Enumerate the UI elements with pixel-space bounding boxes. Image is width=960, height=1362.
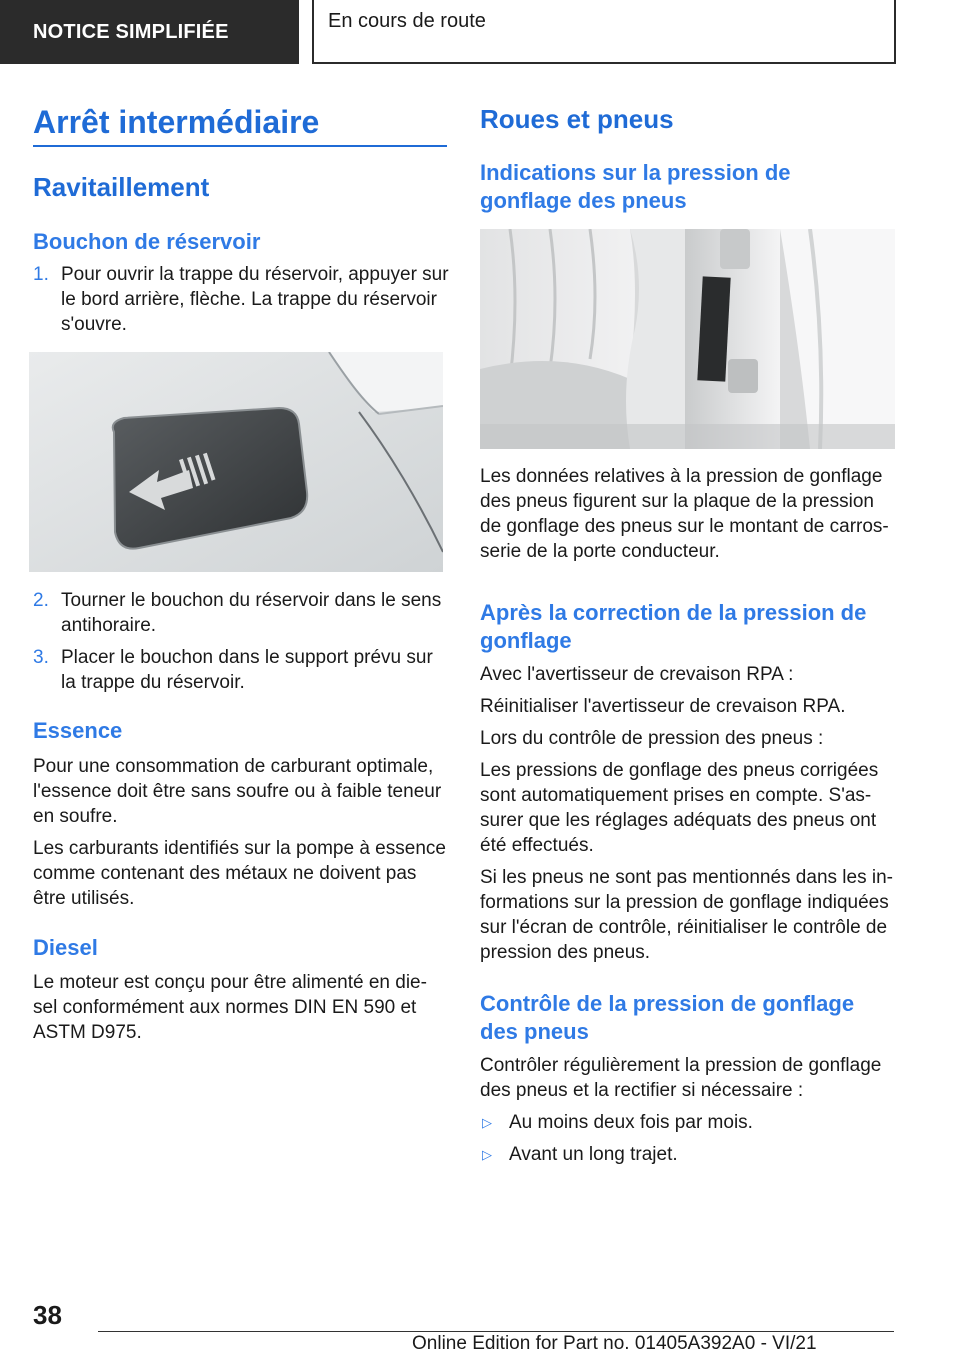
heading-ravitaillement: Ravitaillement: [33, 172, 210, 202]
indications-line: Les données relatives à la pression de gonflage: [480, 466, 883, 487]
page-title: Arrêt intermédiaire: [33, 104, 320, 140]
step-1-line-2: le bord arrière, flèche. La trappe du réservoir: [61, 289, 437, 310]
step-number: 2.: [33, 590, 49, 611]
essence-p1-line: en soufre.: [33, 806, 118, 827]
heading-roues: Roues et pneus: [480, 104, 674, 134]
step-2-line-1: Tourner le bouchon du réservoir dans le sens: [61, 590, 442, 611]
diesel-line: Le moteur est conçu pour être alimenté en die-: [33, 972, 427, 993]
diesel-line: sel conformément aux normes DIN EN 590 et: [33, 997, 417, 1018]
title-divider: [33, 145, 447, 147]
diesel-line: ASTM D975.: [33, 1022, 142, 1043]
heading-diesel: Diesel: [33, 935, 98, 960]
chapter-box: [312, 0, 896, 64]
door-pillar-illustration: [480, 229, 895, 449]
bullet-item: Avant un long trajet.: [509, 1144, 678, 1165]
essence-p2-line: comme contenant des métaux ne doivent pas: [33, 863, 417, 884]
heading-indications-line-1: Indications sur la pression de: [480, 160, 791, 185]
apres-reset-text: Réinitialiser l'avertisseur de crevaison RPA.: [480, 696, 846, 717]
indications-line: serie de la porte conducteur.: [480, 541, 720, 562]
page-number: 38: [33, 1300, 62, 1330]
step-number: 1.: [33, 264, 49, 285]
chapter-label: En cours de route: [328, 10, 486, 32]
heading-bouchon: Bouchon de réservoir: [33, 229, 261, 254]
indications-line: de gonflage des pneus sur le montant de carros-: [480, 516, 889, 537]
heading-controle-line-2: des pneus: [480, 1019, 589, 1044]
section-label: NOTICE SIMPLIFIÉE: [0, 0, 299, 64]
controle-line: Contrôler régulièrement la pression de gonflage: [480, 1055, 882, 1076]
footer-divider: [98, 1331, 894, 1332]
door-pillar-photo: [480, 229, 895, 449]
apres-p5-line: Si les pneus ne sont pas mentionnés dans les in-: [480, 867, 893, 888]
step-2-line-2: antihoraire.: [61, 615, 157, 636]
page-header: [0, 0, 960, 66]
step-1-line-1: Pour ouvrir la trappe du réservoir, appuyer sur: [61, 264, 449, 285]
essence-p2-line: Les carburants identifiés sur la pompe à essence: [33, 838, 446, 859]
apres-p5-line: sur l'écran de contrôle, réinitialiser le contrôle de: [480, 917, 888, 938]
apres-p4-line: été effectués.: [480, 835, 594, 856]
apres-p5-line: pression des pneus.: [480, 942, 651, 963]
step-number: 3.: [33, 647, 49, 668]
essence-p1-line: l'essence doit être sans soufre ou à faible teneur: [33, 781, 442, 802]
indications-line: des pneus figurent sur la plaque de la pression: [480, 491, 874, 512]
heading-controle-line-1: Contrôle de la pression de gonflage: [480, 991, 855, 1016]
apres-controle-text: Lors du contrôle de pression des pneus :: [480, 728, 824, 749]
edition-text: Online Edition for Part no. 01405A392A0 - VI/21: [412, 1333, 817, 1354]
heading-essence: Essence: [33, 718, 123, 743]
fuel-flap-illustration: [29, 352, 443, 572]
apres-p4-line: Les pressions de gonflage des pneus corrigées: [480, 760, 879, 781]
essence-p1-line: Pour une consommation de carburant optimale,: [33, 756, 434, 777]
heading-apres-line-1: Après la correction de la pression de: [480, 600, 867, 625]
fuel-flap-photo: [29, 352, 443, 572]
controle-line: des pneus et la rectifier si nécessaire :: [480, 1080, 804, 1101]
apres-p4-line: sont automatiquement prises en compte. S'as-: [480, 785, 872, 806]
heading-apres-line-2: gonflage: [480, 628, 572, 653]
step-3-line-2: la trappe du réservoir.: [61, 672, 245, 693]
triangle-bullet-icon: ▷: [482, 1115, 492, 1130]
heading-indications-line-2: gonflage des pneus: [480, 188, 687, 213]
apres-rpa-text: Avec l'avertisseur de crevaison RPA :: [480, 664, 794, 685]
triangle-bullet-icon: ▷: [482, 1147, 492, 1162]
essence-p2-line: être utilisés.: [33, 888, 135, 909]
apres-p4-line: surer que les réglages adéquats des pneus ont: [480, 810, 877, 831]
bullet-item: Au moins deux fois par mois.: [509, 1112, 753, 1133]
step-1-line-3: s'ouvre.: [61, 314, 127, 335]
apres-p5-line: formations sur la pression de gonflage indiquées: [480, 892, 889, 913]
step-3-line-1: Placer le bouchon dans le support prévu sur: [61, 647, 433, 668]
